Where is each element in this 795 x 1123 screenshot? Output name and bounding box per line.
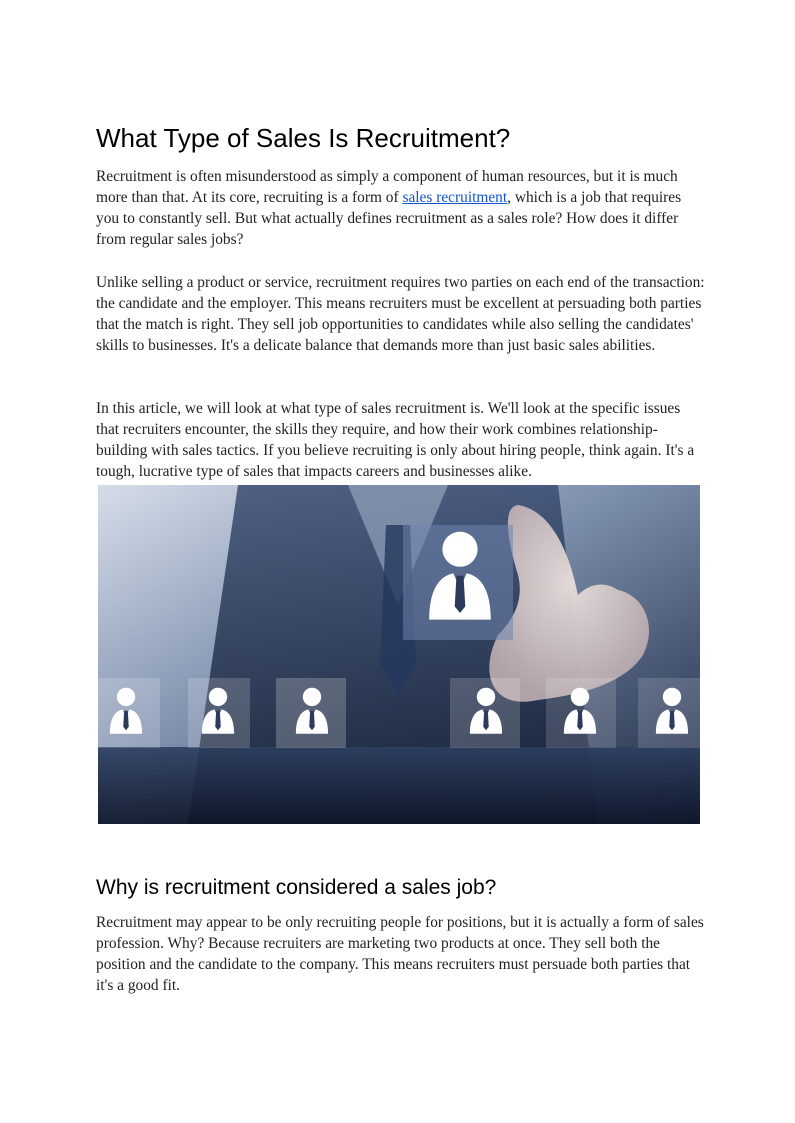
intro-paragraph (96, 166, 706, 250)
section-heading: Why is recruitment considered a sales job? (96, 876, 497, 899)
page-title: What Type of Sales Is Recruitment? (96, 123, 511, 153)
recruitment-illustration (98, 485, 700, 824)
sales-recruitment-link[interactable]: sales recruitment (402, 189, 508, 206)
hero-image (98, 485, 700, 824)
paragraph-article-overview: In this article, we will look at what type of sales recruitment is. We'll look at the specific issues that recruiters encounter, the skills they require, and how their work combines relationship-building with sales tactics. If you believe recruiting is only about hiring people, think again. It's a tough, lucrative type of sales that impacts careers and businesses alike. (96, 400, 695, 480)
paragraph-two-parties: Unlike selling a product or service, recruitment requires two parties on each end of the transaction: the candidate and the employer. This means recruiters must be excellent at persuading both parties that the match is right. They sell job opportunities to candidates while also selling the candidates' skills to businesses. It's a delicate balance that demands more than just basic sales abilities. (96, 274, 705, 354)
intro-text-start: Recruitment is often misunderstood as simply a component of human resources, but it is much more than that. At its core, recruiting is a form of (96, 168, 678, 206)
paragraph-sales-job: Recruitment may appear to be only recruiting people for positions, but it is actually a form of sales profession. Why? Because recruiters are marketing two products at once. They sell both the position and the candidate to the company. This means recruiters must persuade both parties that it's a good fit. (96, 914, 704, 994)
intro-text-end: , which is a job that requires you to constantly sell. But what actually defines recruitment as a sales role? How does it differ from regular sales jobs? (96, 189, 682, 248)
